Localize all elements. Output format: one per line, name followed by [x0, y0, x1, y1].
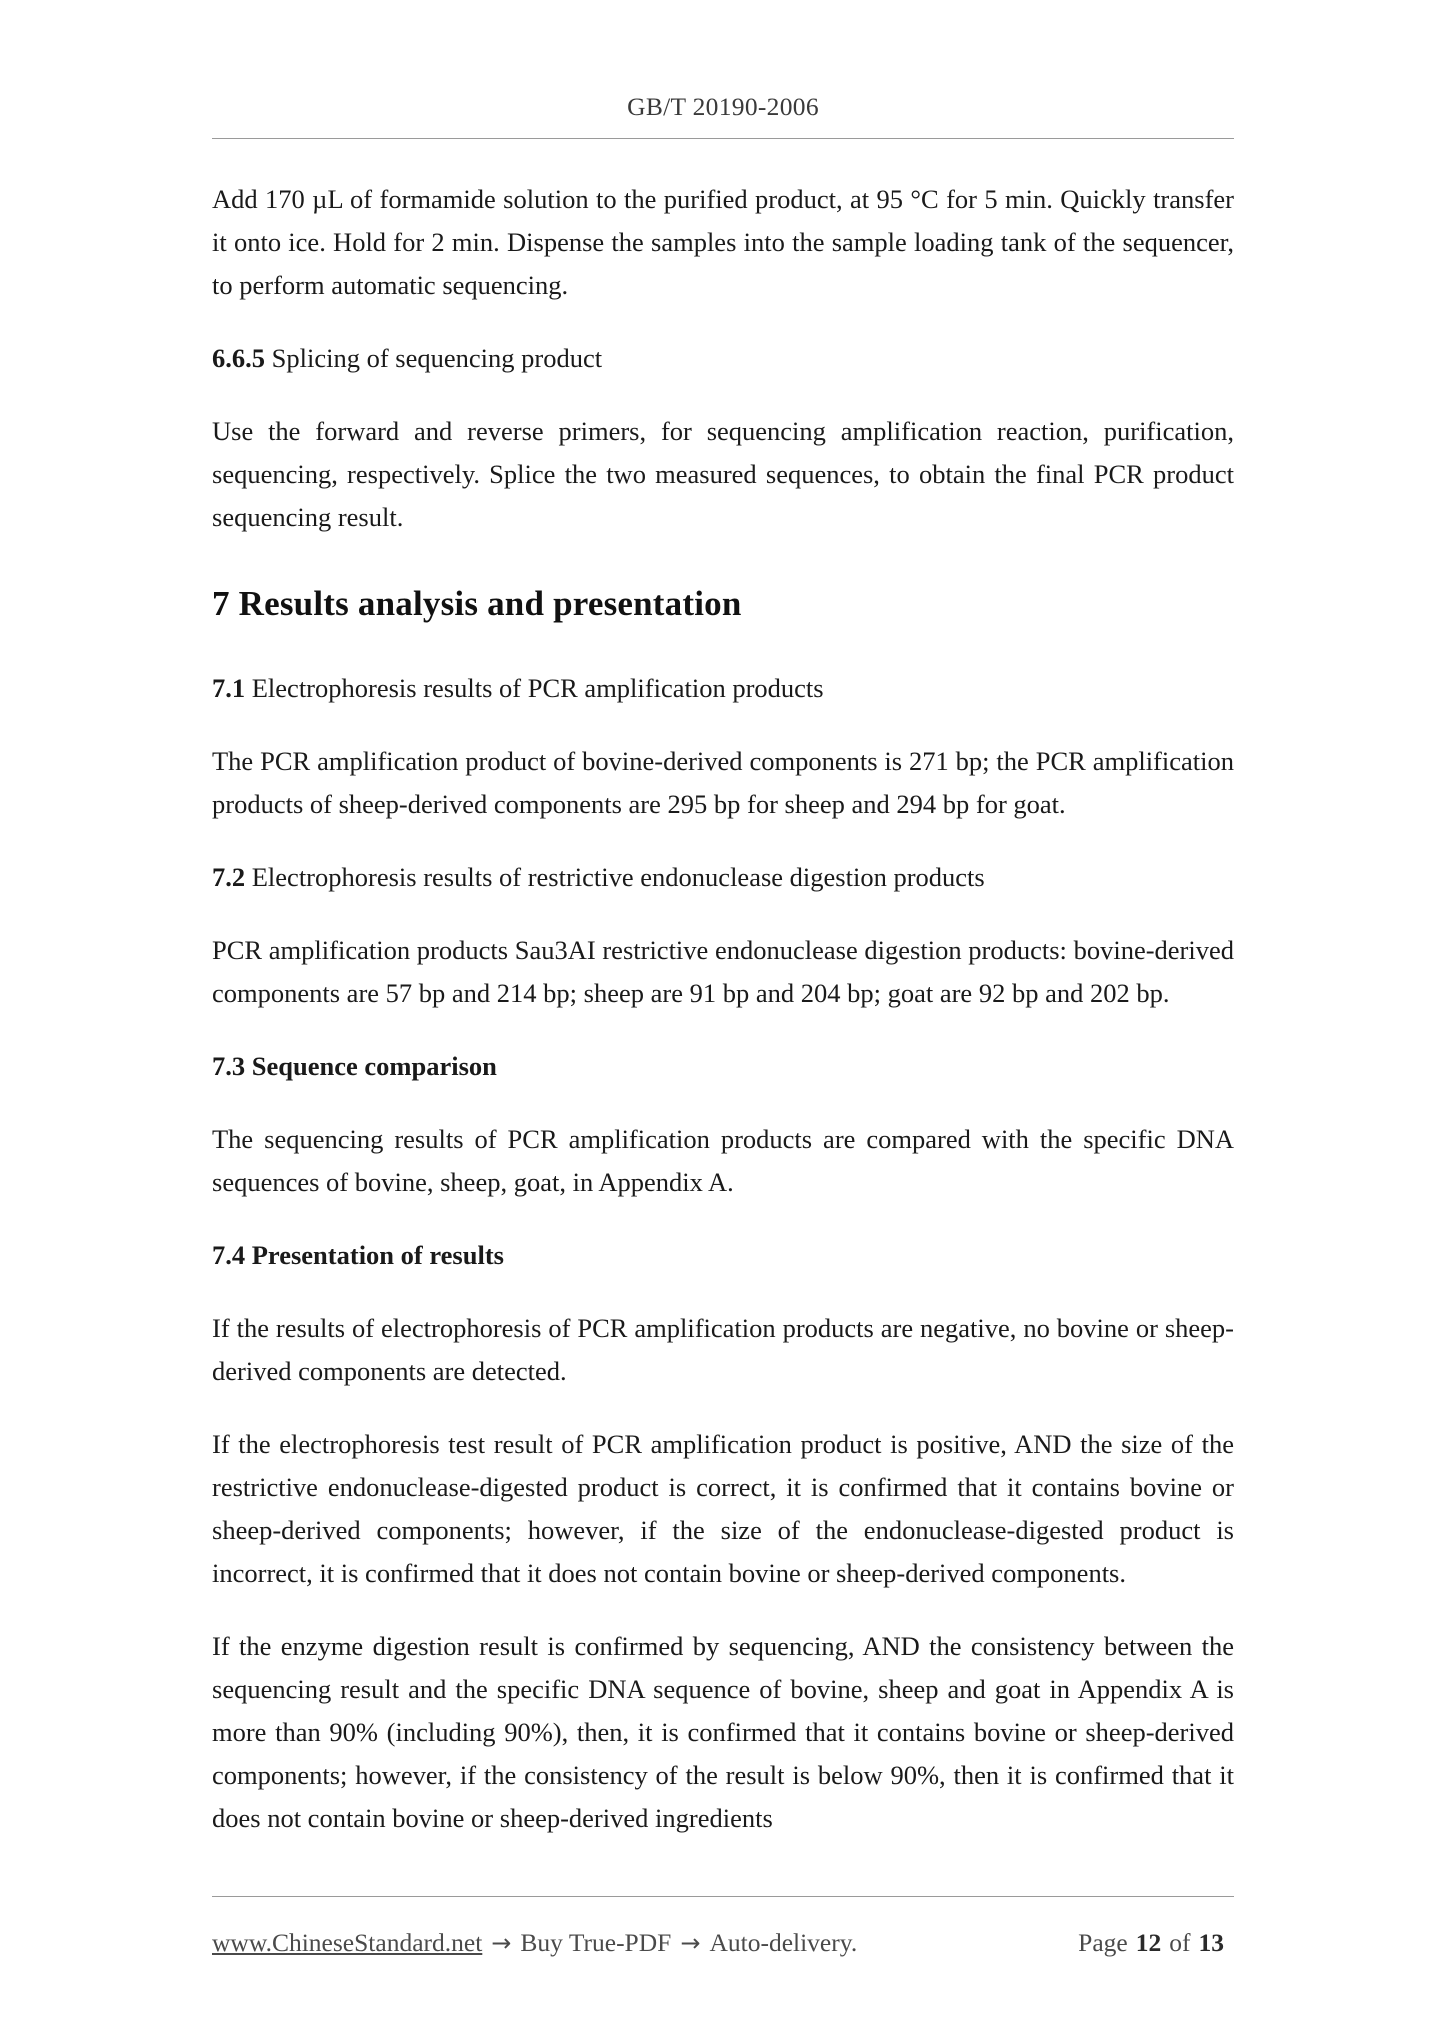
heading-7-2-text: Electrophoresis results of restrictive endonuclease digestion products	[245, 862, 985, 892]
heading-6-6-5-text: Splicing of sequencing product	[265, 343, 603, 373]
paragraph-digestion-sizes: PCR amplification products Sau3AI restrictive endonuclease digestion products: bovine-derived components are 57 bp and 214 bp; sheep are 91 bp and 204 bp; goat are 92 bp and 202 bp.	[212, 935, 1234, 1008]
heading-6-6-5-number: 6.6.5	[212, 343, 265, 373]
heading-7-2	[212, 856, 1234, 899]
heading-7-2-number: 7.2	[212, 862, 246, 892]
footer-divider	[212, 1896, 1234, 1897]
paragraph-splicing: Use the forward and reverse primers, for sequencing amplification reaction, purification, sequencing, respectively. Splice the two measured sequences, to obtain the final PCR product sequencing result.	[212, 416, 1234, 532]
heading-7-4: 7.4 Presentation of results	[212, 1240, 504, 1270]
paragraph-sequencing-consistency: If the enzyme digestion result is confirmed by sequencing, AND the consistency between the sequencing result and the specific DNA sequence of bovine, sheep and goat in Appendix A is more than 90% (including 90%), then, it is confirmed that it contains bovine or sheep-derived components; however, if the consistency of the result is below 90%, then it is confirmed that it does not contain bovine or sheep-derived ingredients	[212, 1631, 1234, 1833]
footer-promo	[212, 1928, 857, 1958]
page-total-number: 13	[1198, 1928, 1224, 1957]
header-divider	[212, 138, 1234, 139]
heading-7-1	[212, 667, 1234, 710]
page-header	[212, 92, 1234, 122]
auto-delivery-label: Auto-delivery.	[709, 1928, 858, 1957]
heading-7-1-number: 7.1	[212, 673, 246, 703]
page-current-number: 12	[1135, 1928, 1162, 1957]
heading-7-3: 7.3 Sequence comparison	[212, 1051, 497, 1081]
standard-code-label: GB/T 20190-2006	[627, 92, 819, 121]
heading-7-1-text: Electrophoresis results of PCR amplification products	[245, 673, 824, 703]
page-of-label: of	[1169, 1928, 1191, 1957]
chinese-standard-link[interactable]: www.ChineseStandard.net	[212, 1928, 483, 1957]
heading-6-6-5	[212, 337, 1234, 380]
page-footer	[212, 1920, 1234, 1966]
paragraph-positive-result: If the electrophoresis test result of PCR amplification product is positive, AND the size of the restrictive endonuclease-digested product is correct, it is confirmed that it contains bovine or sheep-derived components; however, if the size of the endonuclease-digested product is incorrect, it is confirmed that it does not contain bovine or sheep-derived components.	[212, 1429, 1234, 1588]
paragraph-formamide: Add 170 µL of formamide solution to the purified product, at 95 °C for 5 min. Quickly transfer it onto ice. Hold for 2 min. Dispense the samples into the sample loading tank of the sequencer, to perform automatic sequencing.	[212, 184, 1234, 300]
arrow-right-icon-2: →	[680, 1929, 701, 1957]
page-label: Page	[1078, 1928, 1128, 1957]
buy-true-pdf-label: Buy True-PDF	[520, 1928, 672, 1957]
document-body	[212, 178, 1234, 1870]
paragraph-negative-result: If the results of electrophoresis of PCR amplification products are negative, no bovine or sheep-derived components are detected.	[212, 1313, 1234, 1386]
paragraph-pcr-product-sizes: The PCR amplification product of bovine-derived components is 271 bp; the PCR amplification products of sheep-derived components are 295 bp for sheep and 294 bp for goat.	[212, 746, 1234, 819]
page-indicator	[1074, 1928, 1234, 1958]
arrow-right-icon: →	[491, 1929, 512, 1957]
paragraph-sequence-comparison: The sequencing results of PCR amplification products are compared with the specific DNA sequences of bovine, sheep, goat, in Appendix A.	[212, 1124, 1234, 1197]
heading-7-results-analysis: 7 Results analysis and presentation	[212, 584, 742, 623]
